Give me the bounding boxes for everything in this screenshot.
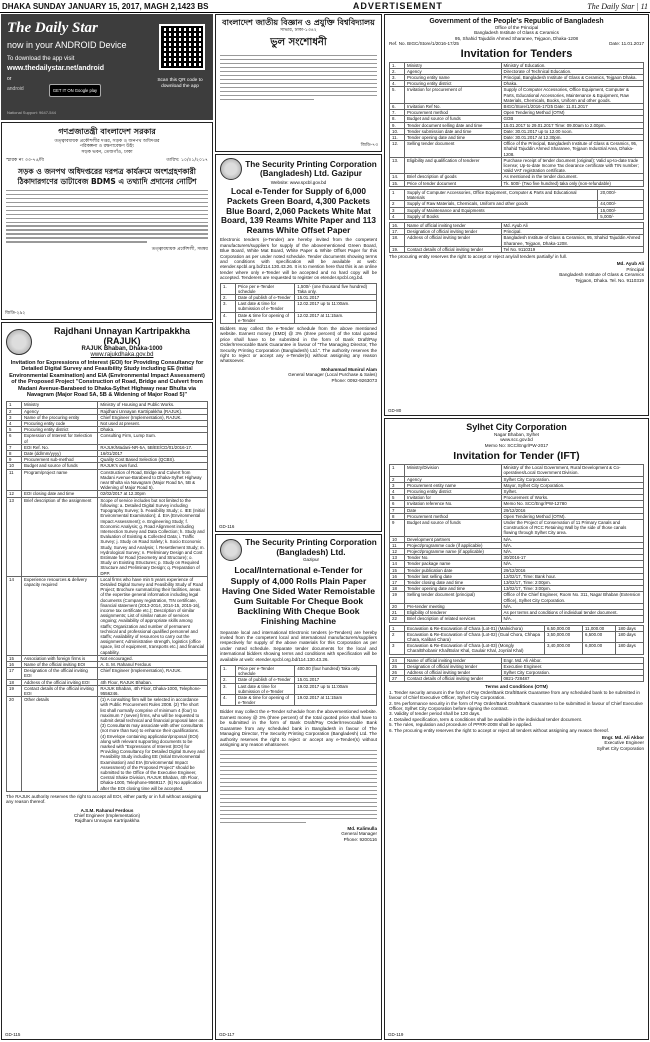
table-row: 9. Tender document selling date and time 15.01.2017 to 29.01.2017 Time: 09.00am to 2.00pm. — [390, 122, 644, 128]
ad-url[interactable]: www.thedailystar.net/android — [7, 65, 104, 72]
list-item: 5. The rules, regulation and procedure of PPRR-2008 shall be applied. — [389, 722, 533, 728]
table-row: 19 Selling tender document (principal) Office of the Chief Engineer, Room No. 311, Nagar Bhaban (Extension Office), Sylhet City Corporation. — [390, 592, 644, 603]
table-row: 9 Budget and source of funds Under the Project of Conservation of 11 Primary Canals and Construction of RCC Retaining Wall by the side of those canals flowing through Sylhet City area. — [390, 520, 644, 537]
header-section: ADVERTISEMENT — [352, 1, 443, 11]
table-row: 11. Tender opening date and time Date: 30.01.2017 at 12.30pm. — [390, 135, 644, 141]
header-date: DHAKA SUNDAY JANUARY 15, 2017, MAGH 2,1423 BS — [2, 1, 209, 11]
rajuk-logo-icon — [6, 329, 32, 355]
bigc-refno: Ref. No. BIGC/Store/1/2016-17/25 — [389, 41, 459, 47]
bn-corr-sub: সাভার, ঢাকা-১৩৪২ — [280, 28, 317, 33]
bn-corr-ref: জিডি-৭৩ — [360, 143, 378, 148]
table-row: 22 Brief description of related services N/A. — [390, 616, 644, 622]
bn-corrigendum — [215, 14, 382, 152]
header-masthead: The Daily Star | 11 — [587, 1, 648, 11]
table-row: 13 Tender No. 30/2016-17 — [390, 555, 644, 561]
table-row: 2 Supply of Raw Materials, Chemicals, Uniform and other goods 44,000/- — [390, 201, 644, 207]
table-row: 10 Development partners N/A. — [390, 536, 644, 542]
table-row: 16 Name of the official inviting EOI A. S. M. Rahanul Ferdous — [7, 661, 208, 667]
bigc-headline: Invitation for Tenders — [460, 47, 573, 60]
daily-star-app-ad — [1, 14, 213, 120]
ad-scan-text: Scan this QR code to download the app — [157, 78, 203, 89]
table-row: 20 Pre-tender meeting N/A. — [390, 603, 644, 609]
rajuk-signer: A.S.M. Rahanul Ferdous — [80, 807, 134, 813]
table-row: 16. Name of official inviting tender Md. Ayub Ali — [390, 222, 644, 228]
scc-signer: Engr. Md. Ali Akbor — [601, 734, 644, 740]
table-row: 27 Contact details of official inviting tender 0821-728487 — [390, 676, 644, 682]
table-row: 16 Tender last selling date 12/02/17, Time: Bank hour. — [390, 573, 644, 579]
rajuk-table — [6, 401, 208, 791]
rajuk-invite-heading: Invitation for Expressions of Interest (EOI) for Providing Consultancy for Detailed Digital Survey and Feasibility Study including EE (Initial Environmental Examination) and EIA (Environmental Impact Assessment) of the Proposed Project "Construction of Road, Bridge and Culvert from Madani Avenue-Barabeed to Dhaka-Sylhet Highway near Bhulta via Navagram (Major Road 5A, 5B & Widening of Major Road 5)" — [9, 360, 205, 399]
sylhet-ift-notice — [384, 418, 649, 1040]
table-row: 8 Procurement method Open Tendering Method (OTM). — [390, 513, 644, 519]
page-header — [0, 0, 650, 13]
spc1-schedule-table — [220, 283, 377, 324]
table-row: 3 Name of the procuring entity Chief Engineer (Implementation), RAJUK. — [7, 414, 208, 420]
table-row: 14. Brief description of goods As mentioned in the tender document. — [390, 174, 644, 180]
table-row: 12 Project/programme name (if applicable) N/A. — [390, 549, 644, 555]
table-row: 24 Name of official inviting tender Engr. Md. Ali Akbor. — [390, 657, 644, 663]
table-row: 2 Excavation & Re-Excavation of Chara (Lot-02) (Gual Chora, Chhapa Chara, Kalibari Chara) 3,50,000.00 6,500.00 180 days — [390, 631, 644, 642]
google-play-badge[interactable]: GET IT ON Google play — [49, 84, 101, 97]
bigc-table — [389, 62, 644, 187]
spc2-body2: Bidder may collect the e-Tender schedule from the abovementioned website. Earnest money @ 3% (three percent) of the total quoted price shall have to be submitted in the form of Bank Draft/Pay Order/Irrevocable Bank Guarantee from any scheduled bank in Bangladesh in favour of The Managing Director, The Security Printing Corporation (Bangladesh) Ltd. The authority reserves the right to reject or accept any e-Tender(s) without assigning any reason whatsoever. — [220, 709, 377, 747]
table-row: 3 Procurement entity name Mayor, Sylhet City Corporation. — [390, 482, 644, 488]
table-row: 18 Address of the official inviting EOI 4th Floor, RAJUK Bhaban. — [7, 679, 208, 685]
bigc-org: Bangladesh Institute of Glass & Ceramics — [559, 272, 644, 278]
bdms-ref: জিডি-২৯২ — [5, 311, 26, 316]
table-row: 15. Price of tender document Tk. 500/- (Two five hundred) taka only (non-refundable) — [390, 180, 644, 186]
spc2-body-filler — [220, 750, 377, 823]
bdms-date: তারিখ: ১০/০১/২০১৭ — [166, 158, 208, 164]
table-row: 8 Date (dd/mm/yyyy) 16/01/2017 — [7, 451, 208, 457]
table-row: 10. Tender submission date and time Date: 30.01.2017 up to 12.00 noon. — [390, 128, 644, 134]
table-row: 15 Tender publication date 29/12/2016 — [390, 567, 644, 573]
table-row: 13. Eligibility and qualification of tenderer Purchase receipt of tender document (original); Valid up-to-date trade license; Up-to-date Income Tax clearance certificate with TIN number; Valid VAT registration certificate. — [390, 157, 644, 174]
table-row: 2. Date of publish of e-Tender 15.01.2017 — [221, 295, 377, 301]
table-row: 12 EOI closing date and time 02/02/2017 at 12.30pm — [7, 491, 208, 497]
table-row: 20 Other details (1) A consulting firm will be selected in accordance with Public Procurement Rules 2008. (2) The short list shall normally comprise of minimum 4 (four) to maximum 7 (seven) firms, who will be requested to submit detail technical and financial proposal later on. (3) Consultants may associate with other consultants (not more than two) to enhance their qualifications. (4) Envelope containing application/proposal (EOI) along with relevant supporting documents to be marked with "Expressions of Interest (EOI) for Providing Consultancy for Detailed Digital Survey and Feasibility Study including EE (Initial Environmental Examination) and EIA (Environmental Impact Assessment) of the Proposed Project" should be submitted to the Office of the Executive Engineer, Central Shake Division, RAJUK Bhaban, 4th Floor, Dhaka-1000, Telephone-9569117. (5) No application after the EOI closing time will be accepted. — [7, 697, 208, 792]
scc-sub2[interactable]: www.scc.gov.bd — [500, 437, 533, 443]
table-row: 1. Price per e-Tender schedule 400.00 (four hundred) Taka only. — [221, 666, 377, 677]
list-item: 4. Detailed specification, term & conditions shall be available in the individual tender document. — [389, 716, 583, 722]
table-row: 9 Procurement sub-method Quality Cost Based Selection (QCBS). — [7, 457, 208, 463]
spc-green-board-tender — [215, 154, 382, 532]
ad-brand: The Daily Star — [7, 20, 98, 36]
table-row: 5 Invitation for Procurement of Works. — [390, 495, 644, 501]
table-row: 5. Invitation for procurement of Supply of Computer Accessories, Office Equipment, Computer & Parts, Educational Accessories, Maintenance & Equipment, Raw Materials, Chemicals, Books, Uniform and other goods. — [390, 87, 644, 104]
scc-headline: Invitation for Tender (IFT) — [453, 450, 580, 463]
table-row: 7. Procurement method Open Tendering Method (OTM) — [390, 110, 644, 116]
bn-corr-title: বাংলাদেশ জাতীয় বিজ্ঞান ও প্রযুক্তি বিশ্ববিদ্যালয় — [222, 18, 375, 27]
spc1-body2: Bidders may collect the e-Tender schedule from the above mentioned website. Earnest money (EMD) @ 3% (three percent) of the total quoted price shall have to be submitted in the form of Bank Draft/Pay Order/Irrevocable Bank Guarantee in favour of "The Managing Director, The Security Printing Corporation (Bangladesh) Ltd.". The authority reserves the right to reject or accept any e-Tender(s) without assigning any reason whatsoever. — [220, 326, 377, 364]
spc1-desig: General Manager (Local Purchase & Sales) — [288, 372, 377, 378]
bigc-gov: Government of the People's Republic of Bangladesh — [429, 18, 604, 25]
table-row: 8. Budget and source of funds GOB — [390, 116, 644, 122]
table-row: 17 Designation of the official inviting EOI Chief Engineer (Implementation), RAJUK. — [7, 668, 208, 679]
spc2-signer: Md. Kalimulla — [347, 826, 377, 832]
scc-official-table — [389, 657, 644, 683]
bigc-note: The procuring entity reserves the right to accept or reject any/all tenders partially/ in full. — [389, 253, 567, 259]
rajuk-web[interactable]: www.rajukdhaka.gov.bd — [90, 352, 154, 358]
table-row: 15 Association with foreign firms is Not encouraged. — [7, 655, 208, 661]
list-item: 6. The procuring entity reserves the right to accept or reject all tenders without assigning any reason thereof. — [389, 727, 610, 733]
scc-terms-title: Terms and Conditions (OTM) — [485, 684, 548, 690]
scc-sub1: Nagar Bhaban, Sylhet — [494, 432, 539, 437]
spc2-sub: Gazipur — [302, 557, 320, 562]
rajuk-org: Rajdhani Unnayan Kartripakkha — [74, 818, 140, 824]
table-row: 11 Program/project name Construction of Road, Bridge and Culvert from Madani Avenue-Barabeed to Dhaka-Sylhet Highway near Bhulta via Navagram (Major Road 5A, 5B & Widening of Major Road 5). — [7, 469, 208, 491]
scc-works-table — [389, 625, 644, 655]
table-row: 4 Procuring entity district Sylhet. — [390, 489, 644, 495]
table-row: 1. Ministry Ministry of Education. — [390, 62, 644, 68]
spc1-web[interactable]: Website: www.spcbl.gov.bd — [270, 180, 327, 185]
table-row: 19 Contact details of the official inviting EOI RAJUK Bhaban, 4th Floor, Dhaka-1000, Telephone-9556246. — [7, 685, 208, 696]
bdms-title: গণপ্রজাতন্ত্রী বাংলাদেশ সরকার — [58, 127, 156, 136]
list-item: 3. Validity of tender period shall be 120 days. — [389, 711, 481, 717]
spc2-logo-icon — [220, 539, 242, 561]
table-row: 10 Budget and source of funds RAJUK's own fund. — [7, 463, 208, 469]
scc-terms — [389, 690, 644, 733]
table-row: 5 Procuring entity district Dhaka. — [7, 427, 208, 433]
scc-desig: Executive Engineer — [604, 740, 644, 746]
table-row: 3 Supply of Maintenance and Equipments 15,000/- — [390, 207, 644, 213]
table-row: 17 Tender closing date and time 13/02/17, Time: 2:00pm. — [390, 580, 644, 586]
scc-table — [389, 464, 644, 622]
table-row: 4. Date & time for opening of e-Tender 19.02.2017 at 11:15am — [221, 695, 377, 706]
bigc-tender-notice — [384, 14, 649, 416]
table-row: 3. Last date & time for submission of e-Tender 12.02.2017 up to 11:00am. — [221, 301, 377, 312]
bigc-desig: Principal — [626, 266, 644, 272]
scc-org: Sylhet City Corporation — [596, 745, 644, 751]
bigc-ref: GD-80 — [388, 408, 402, 413]
spc1-title: The Security Printing Corporation (Bangladesh) Ltd. Gazipur — [245, 159, 377, 178]
table-row: 7 Date 29/12/2016 — [390, 507, 644, 513]
ad-footer: National Support: 9647-544 — [7, 110, 56, 115]
table-row: 2. Agency Directorate of Technical Education. — [390, 68, 644, 74]
table-row: 18 Tender opening date and time 13/02/17, Time: 3:00pm. — [390, 586, 644, 592]
spc1-ref: GD-116 — [219, 524, 235, 529]
table-row: 3. Last date & time for submission of e-Tender 19.02.2017 up to 11:00am — [221, 683, 377, 694]
spc2-title: The Security Printing Corporation (Bangladesh) Ltd. — [245, 538, 377, 557]
table-row: 2. Date of publish of e-Tender 15.01.2017 — [221, 677, 377, 683]
table-row: 12. Selling tender document Office of the Principal, Bangladesh Institute of Glass & Ceramics, 95, Shahid Tajuddin Ahmed Sharanee, Tejgaon Industrial Area, Dhaka-1208. — [390, 141, 644, 158]
table-row: 18. Address of official inviting tender Bangladesh Institute of Glass & Ceramics, 95, Shahid Tajuddin Ahmed Sharanee, Tejgaon, Dhaka-1208. — [390, 235, 644, 246]
spc2-phone: Phone: 9200116 — [343, 836, 377, 842]
spc1-body: Electronic tenders (e-Tender) are hereby invited from the competent manufacturers/suppliers for supply of the abovementioned Green Board, Blue Board, White Mat Board, White Paper & White Offset Paper for this Corporation as per under noted schedule. Tender documents showing terms and conditions with specification will be available at web: etender.spcbl.org.bd/114.130.43.26. It is to mention here that this is an online tender where only e-Tender will be accepted and no hard copy will be accepted. Tenderers are requested to register on etender.spcbl.org.bd. — [220, 237, 377, 281]
table-row: 6 Expression of Interest for Selection of Consulting Firm, Lump Sum. — [7, 433, 208, 444]
scc-title: Sylhet City Corporation — [466, 422, 567, 432]
rajuk-desig: Chief Engineer (Implementation) — [73, 813, 141, 819]
rajuk-note: The RAJUK authority reserves the right to accept all EOI, either partly or in full without assigning any reason thereof. — [6, 793, 202, 805]
bigc-signer: Md. Ayub Ali — [616, 261, 644, 267]
table-row: 26 Address of official inviting tender Sylhet City Corporation. — [390, 669, 644, 675]
table-row: 3 Excavation & Re-Excavation of Chara (Lot-03) (Mongly Chara/Bhobanir Khal/Bolar Khal, Gaulair Khal, Joynlal Khal) 3,40,000.00 6,000.00 180 days — [390, 643, 644, 654]
bdms-signer: তত্ত্বাবধায়ক প্রকৌশলী, সমন্বয় — [151, 246, 208, 252]
table-row: 6 Invitation reference No. Memo No. SCC/Engr/PW-12780 — [390, 501, 644, 507]
table-row: 1 Ministry Ministry of Housing and Public Works. — [7, 402, 208, 408]
bdms-memo: স্মারক নং ৩৩-৭৫/বি — [6, 158, 44, 164]
table-row: 21 Eligibility of tenderer As per terms and conditions of individual tender document. — [390, 610, 644, 616]
table-row: 2 Agency Sylhet City Corporation. — [390, 476, 644, 482]
table-row: 4. Date & time for opening of e-Tender 12.02.2017 at 11:15am. — [221, 312, 377, 323]
rajuk-title: Rajdhani Unnayan Kartripakkha (RAJUK) — [53, 326, 191, 346]
bdms-sub2: পরিকল্পনা ও রক্ষণাবেক্ষণ উইং — [79, 144, 135, 150]
table-row: 7 EOI Ref. No. RAJUK/Madani-NR-5A, 5B/EE/CD/01/2016-17. — [7, 444, 208, 450]
rajuk-sub: RAJUK Bhaban, Dhaka-1000 — [81, 346, 163, 352]
spc2-desig: General Manager — [341, 831, 377, 837]
ad-line1: To download the app visit — [7, 56, 75, 62]
list-item: 1. Tender security amount in the form of Pay Order/Bank Draft/Bank Guarantee from any scheduled bank to be submitted in favour of Chief Executive Officer, Sylhet City Corporation. — [389, 689, 640, 701]
table-row: 1 Ministry/Division Ministry of the Local Government, Rural Development & Co-operatives/Local Government Division. — [390, 465, 644, 476]
table-row: 4 Supply of Books 5,000/- — [390, 213, 644, 219]
spc2-ref: GD-117 — [219, 1032, 235, 1037]
bdms-body-text — [6, 190, 208, 243]
spc2-headline: Local/International e-Tender for Supply of 4,000 Rolls Plain Paper Having One Sided Water Remoistable Gum Suitable For Cheque Book Backlining With Cheque Book Finishing Machine — [222, 565, 375, 627]
bigc-date: Date: 11.01.2017 — [609, 41, 644, 47]
table-row: 14 Tender package name N/A. — [390, 561, 644, 567]
list-item: 2. 5% performance security in the form of Pay Order/Bank Draft/Bank Guarantee to be submitted in favour of Chief Executive Officer, Sylhet City Corporation before signing the contract. — [389, 700, 643, 711]
table-row: 14 Experience resources & delivery capacity required Local firms who have min 5 years experience of Detailed Digital Survey and Feasibility Study of Road Project; Brochure summarizing their facilities, areas of the expertise general information including legal documents (Company registration, TIN certificate, financial statement (2013-2014, 2014-15, 2015-16), income tax certificate etc.); Description of similar assignments; List of similar nature of services ongoing; Availability of appropriate skills among staffs; Organization and number of permanent technical and professional qualified personnel and staffs; Availability of resources to carry out the assignment; Administrative strength, logistics (office space, list of equipment, transports etc.) and financial capability. — [7, 576, 208, 655]
bigc-addr: 95, Shahid Tajuddin Ahmed Sharanee, Tejgaon, Dhaka-1208 — [454, 35, 579, 41]
bn-corr-body-text — [220, 55, 377, 100]
ad-or: or — [7, 76, 12, 82]
table-row: 25 Designation of official inviting tender Executive Engineer. — [390, 663, 644, 669]
table-row: 1. Price per e-Tender schedule 1,500/- (one thousand five hundred) Taka only. — [221, 283, 377, 294]
bn-corr-headline: ভুল সংশোধনী — [270, 37, 327, 49]
bdms-headline: সড়ক ও জনপথ অধিদপ্তরের দরপত্র কার্যক্রমে অংশগ্রহণকারী ঠিকাদারগণের ডাটাবেজ BDMS এ তথ্যাদি প্রদানের নোটিশ — [17, 166, 197, 186]
table-row: 4 Procuring entity code Not used at present. — [7, 421, 208, 427]
spc1-signer: Mohammad Munirul Alam — [321, 366, 377, 372]
table-row: 1 Excavation & Re-Excavation of Chara (Lot-01) (Malnichora) 6,50,000.00 11,000.00 180 days — [390, 625, 644, 631]
rajuk-ref: GD-115 — [5, 1032, 21, 1037]
bdms-sub1: তত্ত্বাবধায়ক প্রকৌশলীর দপ্তর, সড়ক ও জনপথ অধিদপ্তর — [54, 139, 160, 144]
table-row: 2 Agency Rajdhani Unnayan Kartripakkha (RAJUK). — [7, 408, 208, 414]
bigc-office: Office of the Principal — [494, 25, 539, 30]
scc-refno: Memo No: SCC/Engr/PW-2017 — [484, 442, 549, 448]
spc2-body: Separate local and international Electronic tenders (e-Tenders) are hereby invited from the competent local and international manufacturers/suppliers respectively for supply of the above materials for this Corporation as per under noted schedule. Separate tender documents for the local and international bidders showing terms and conditions with specification will be available at web: etender.spcbl.org.bd/114.130.43.26. — [220, 629, 377, 662]
ad-tagline: now in your ANDROID Device — [7, 40, 127, 50]
ad-android-label: android — [7, 86, 24, 92]
qr-code-icon — [159, 24, 205, 70]
rajuk-eoi-notice — [1, 322, 213, 1040]
table-row: 13 Brief description of the assignment Scope of service includes but not limited to the following: a. Detailed Digital Survey including Topography Survey; b. Feasibility Study; c. IEE (Initial Environmental Examination); d. EIA (Environmental Impact Assessment); e. Engineering Study; f. Economic Analysis; g. Road Alignment including Intersection Survey and Data Collection; h. Study and Evaluation of Existing & Collected Data; i. Traffic Survey; j. Study on Road Safety; k. Socio Economic Study, Survey and Analysis; l. Resettlement Study; m. Hydrological Survey; n. Preliminary Design and Cost Estimate for Road (Geometry and Structure); o. Study on Existing Structures; p. Study on Required Structure and Preliminary Design; q. Preparation of DPP. — [7, 497, 208, 576]
table-row: 11 Project/programme code (if applicable) N/A. — [390, 542, 644, 548]
spc1-phone: Phone: 0092-9263073 — [331, 377, 377, 383]
table-row: 6. Invitation Ref No. BIGC/Store/1/2016-17/25 Date: 11.01.2017 — [390, 104, 644, 110]
spc2-schedule-table — [220, 665, 377, 706]
bigc-addr2: Tejgaon, Dhaka. Tel. No. 9110319 — [575, 277, 644, 283]
bdms-notice — [1, 122, 213, 320]
bigc-official-table — [389, 222, 644, 253]
table-row: 1 Supply of Computer Accessories, Office Equipment, Computer & Parts and Educational Materials 20,000/- — [390, 189, 644, 200]
spc-cheque-paper-tender — [215, 534, 382, 1040]
spc-logo-icon — [220, 158, 242, 180]
bigc-lot-table — [389, 189, 644, 220]
spc1-headline: Local e-Tender for Supply of 6,000 Packets Green Board, 4,300 Packets Blue Board, 2,060 Packets White Mat Board, 139 Reams White Paper and 113 Reams White Offset Paper — [221, 186, 376, 235]
table-row: 4. Procuring entity district Dhaka. — [390, 81, 644, 87]
bdms-sub3: সড়ক ভবন, তেজগাঁও, ঢাকা — [81, 149, 133, 155]
scc-ref: GD-119 — [388, 1032, 404, 1037]
table-row: 3. Procuring entity name Principal, Bangladesh Institute of Glass & Ceramics, Tejgaon Dhaka. — [390, 75, 644, 81]
table-row: 19. Contact details of official inviting tender Tel No. 9110319 — [390, 246, 644, 252]
table-row: 17. Designation of official inviting tender Principal. — [390, 229, 644, 235]
bigc-inst: Bangladesh Institute of Glass & Ceramics — [474, 30, 559, 36]
